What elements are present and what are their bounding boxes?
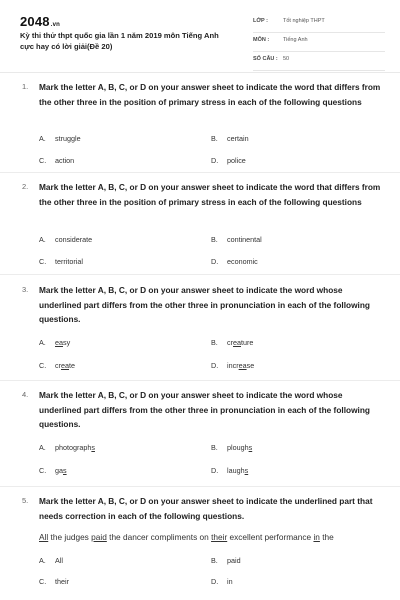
option-word-post: sy	[63, 338, 71, 347]
sentence-part-underlined: their	[211, 532, 228, 542]
question-divider	[0, 172, 400, 173]
option-letter: D.	[211, 156, 219, 165]
site-logo[interactable]	[20, 14, 60, 29]
option-word-post: te	[69, 361, 75, 370]
option-c[interactable]	[39, 156, 74, 165]
option-word-underlined: s	[63, 466, 67, 475]
option-text: their	[55, 577, 69, 586]
meta-row-subject	[253, 33, 385, 52]
question-prompt: Mark the letter A, B, C, or D on your answer sheet to indicate the word whose underlined part differs from the other three in pronunciation in each of the following questions.	[39, 285, 370, 324]
sentence-part: the judges	[48, 532, 92, 542]
option-word-post: ture	[241, 338, 254, 347]
option-text: economic	[227, 257, 258, 266]
option-word-pre: plough	[227, 443, 249, 452]
option-c[interactable]	[39, 466, 67, 475]
exam-meta	[253, 14, 385, 71]
option-letter: D.	[211, 257, 219, 266]
meta-value: Tiếng Anh	[283, 37, 308, 43]
option-word-pre: cr	[227, 338, 233, 347]
question-prompt: Mark the letter A, B, C, or D on your answer sheet to indicate the underlined part that needs correction in each of the following questions.	[39, 496, 373, 521]
option-word-underlined: ea	[61, 361, 69, 370]
option-a[interactable]	[39, 443, 95, 452]
option-text: paid	[227, 556, 241, 565]
logo-suffix: .vn	[50, 22, 61, 28]
option-a[interactable]	[39, 235, 92, 244]
option-b[interactable]	[211, 134, 249, 143]
option-d[interactable]	[211, 466, 248, 475]
option-letter: B.	[211, 443, 218, 452]
question-number: 3.	[22, 285, 29, 294]
option-letter: A.	[39, 443, 46, 452]
option-letter: D.	[211, 577, 219, 586]
option-letter: C.	[39, 257, 47, 266]
option-word-pre: laugh	[227, 466, 245, 475]
option-letter: A.	[39, 338, 46, 347]
option-text: considerate	[55, 235, 93, 244]
option-d[interactable]	[211, 361, 254, 370]
question-number: 4.	[22, 390, 29, 399]
option-word-pre: incr	[227, 361, 239, 370]
meta-label: SỐ CÂU :	[253, 56, 278, 62]
sentence-part-underlined: in	[313, 532, 320, 542]
logo-main: 2048	[20, 14, 50, 29]
option-d[interactable]	[211, 257, 258, 266]
option-letter: B.	[211, 338, 218, 347]
option-word-pre: cr	[55, 361, 61, 370]
meta-label: LỚP :	[253, 18, 268, 24]
option-d[interactable]	[211, 156, 246, 165]
option-d[interactable]	[211, 577, 233, 586]
option-word-underlined: ea	[55, 338, 63, 347]
option-b[interactable]	[211, 235, 262, 244]
option-word-underlined: s	[91, 443, 95, 452]
meta-row-class	[253, 14, 385, 33]
meta-label: MÔN :	[253, 37, 270, 43]
option-b[interactable]	[211, 556, 241, 565]
option-word-pre: ga	[55, 466, 63, 475]
option-text: certain	[227, 134, 249, 143]
question-sentence	[39, 531, 384, 543]
option-c[interactable]	[39, 257, 83, 266]
sentence-part-underlined: All	[39, 532, 49, 542]
meta-value: 50	[283, 56, 290, 62]
option-letter: C.	[39, 577, 47, 586]
option-letter: A.	[39, 134, 46, 143]
option-b[interactable]	[211, 338, 253, 347]
sentence-part: the dancer compliments on	[106, 532, 212, 542]
option-text: struggle	[55, 134, 81, 143]
question-number: 1.	[22, 82, 29, 91]
option-letter: D.	[211, 361, 219, 370]
question-prompt: Mark the letter A, B, C, or D on your answer sheet to indicate the word that differs from the other three in the position of primary stress in each of the following questions	[39, 82, 381, 107]
question-prompt: Mark the letter A, B, C, or D on your answer sheet to indicate the word whose underlined part differs from the other three in pronunciation in each of the following questions.	[39, 390, 370, 429]
option-letter: C.	[39, 156, 47, 165]
option-letter: B.	[211, 556, 218, 565]
option-letter: C.	[39, 466, 47, 475]
option-c[interactable]	[39, 577, 69, 586]
option-letter: D.	[211, 466, 219, 475]
sentence-part: the	[319, 532, 334, 542]
option-letter: B.	[211, 235, 218, 244]
page-header	[0, 0, 400, 70]
option-letter: B.	[211, 134, 218, 143]
option-word-post: se	[246, 361, 255, 370]
option-letter: A.	[39, 556, 46, 565]
question-divider	[0, 274, 400, 275]
header-divider	[0, 72, 400, 73]
sentence-part: excellent performance	[227, 532, 314, 542]
sentence-part-underlined: paid	[91, 532, 107, 542]
option-c[interactable]	[39, 361, 75, 370]
option-text: continental	[227, 235, 262, 244]
option-text: action	[55, 156, 75, 165]
option-letter: C.	[39, 361, 47, 370]
option-word-underlined: ea	[238, 361, 247, 370]
question-prompt: Mark the letter A, B, C, or D on your answer sheet to indicate the word that differs from the other three in the position of primary stress in each of the following questions	[39, 182, 381, 207]
option-text: territorial	[55, 257, 83, 266]
option-b[interactable]	[211, 443, 252, 452]
exam-title: Kỳ thi thử thpt quốc gia lần 1 năm 2019 môn Tiếng Anh cực hay có lời giải(Đề 20)	[20, 31, 219, 51]
question-number: 2.	[22, 182, 29, 191]
question-divider	[0, 380, 400, 381]
meta-row-count	[253, 52, 385, 71]
meta-value: Tốt nghiệp THPT	[283, 18, 325, 24]
option-a[interactable]	[39, 134, 81, 143]
option-text: in	[227, 577, 233, 586]
option-word-underlined: s	[244, 466, 249, 475]
option-text: police	[227, 156, 246, 165]
option-text: All	[55, 556, 63, 565]
option-word-underlined: ea	[233, 338, 241, 347]
option-a[interactable]	[39, 556, 63, 565]
option-word-underlined: s	[248, 443, 253, 452]
question-divider	[0, 486, 400, 487]
option-letter: A.	[39, 235, 46, 244]
question-number: 5.	[22, 496, 29, 505]
option-a[interactable]	[39, 338, 70, 347]
option-word-pre: photograph	[55, 443, 92, 452]
